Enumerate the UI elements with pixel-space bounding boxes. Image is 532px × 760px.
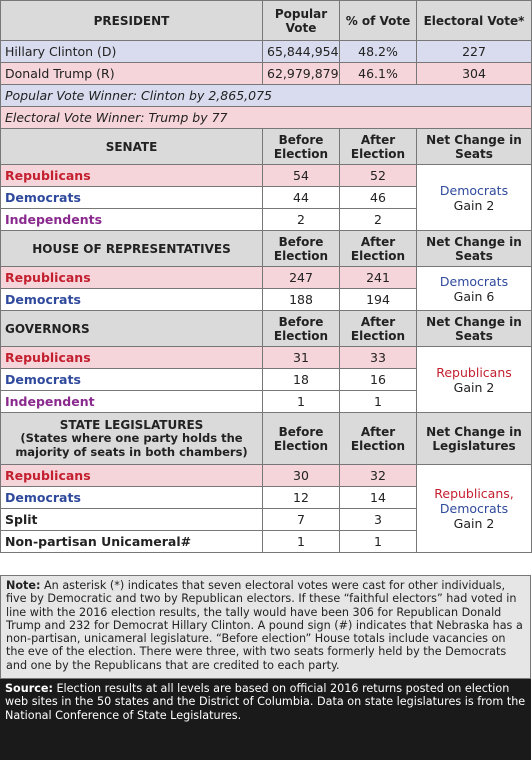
net-gain: Gain 2 xyxy=(453,197,495,213)
popular-vote-winner: Popular Vote Winner: Clinton by 2,865,075 xyxy=(1,85,532,107)
house-title: HOUSE OF REPRESENTATIVES xyxy=(1,231,263,267)
legislatures-header-row xyxy=(1,413,532,465)
after-value: 2 xyxy=(340,209,417,231)
net-change-header: Net Change in Seats xyxy=(417,231,532,267)
party-label: Democrats xyxy=(1,369,263,391)
source-label: Source: xyxy=(5,682,53,695)
table-row xyxy=(1,41,532,63)
after-election-header: After Election xyxy=(340,231,417,267)
before-election-header: Before Election xyxy=(263,311,340,347)
after-value: 3 xyxy=(340,509,417,531)
party-label: Democrats xyxy=(1,187,263,209)
after-value: 16 xyxy=(340,369,417,391)
note-text: An asterisk (*) indicates that seven electoral votes were cast for other individuals, five by Democratic and two by Republican electors. If these “faithful electors” had voted in line with the 2016 election results, the tally would have been 306 for Republican Donald Trump and 232 for Democrat Hillary Clinton. A pound sign (#) indicates that Nebraska has a non-partisan, unicameral legislature. “Before election” House totals include vacancies on the eve of the election. There were three, with two seats formerly held by the Democrats and one by the Republicans that are credited to each party. xyxy=(6,579,523,672)
after-value: 52 xyxy=(340,165,417,187)
after-value: 14 xyxy=(340,487,417,509)
popular-vote: 62,979,879 xyxy=(263,63,340,85)
table-row xyxy=(1,267,532,289)
party-label: Democrats xyxy=(1,289,263,311)
electoral-vote: 227 xyxy=(417,41,532,63)
table-row xyxy=(1,63,532,85)
after-election-header: After Election xyxy=(340,413,417,465)
party-label: Republicans xyxy=(1,347,263,369)
before-value: 54 xyxy=(263,165,340,187)
candidate-name: Hillary Clinton (D) xyxy=(1,41,263,63)
net-party: Republicans, xyxy=(434,486,514,501)
before-election-header: Before Election xyxy=(263,129,340,165)
senate-title: SENATE xyxy=(1,129,263,165)
legislatures-title xyxy=(1,413,263,465)
before-election-header: Before Election xyxy=(263,413,340,465)
governors-net-change xyxy=(417,347,532,413)
after-value: 1 xyxy=(340,531,417,553)
after-value: 33 xyxy=(340,347,417,369)
net-change-header: Net Change in Legislatures xyxy=(417,413,532,465)
party-label: Republicans xyxy=(1,465,263,487)
legislatures-net-change xyxy=(417,465,532,553)
electoral-vote: 304 xyxy=(417,63,532,85)
net-party: Democrats xyxy=(439,501,509,516)
popular-vote-header: Popular Vote xyxy=(263,1,340,41)
table-row xyxy=(1,165,532,187)
electoral-winner-row xyxy=(1,107,532,129)
net-party: Democrats xyxy=(439,273,509,289)
candidate-name: Donald Trump (R) xyxy=(1,63,263,85)
legislatures-subtitle: (States where one party holds the majority of seats in both chambers) xyxy=(15,431,248,459)
popular-winner-row xyxy=(1,85,532,107)
vote-percent: 48.2% xyxy=(340,41,417,63)
net-gain: Gain 2 xyxy=(453,516,495,531)
vote-percent: 46.1% xyxy=(340,63,417,85)
before-value: 1 xyxy=(263,391,340,413)
governors-title: GOVERNORS xyxy=(1,311,263,347)
before-value: 44 xyxy=(263,187,340,209)
table-row xyxy=(1,465,532,487)
before-value: 30 xyxy=(263,465,340,487)
net-gain: Gain 2 xyxy=(453,379,495,395)
net-gain: Gain 6 xyxy=(453,288,495,304)
before-value: 7 xyxy=(263,509,340,531)
source-box xyxy=(0,679,531,760)
before-value: 12 xyxy=(263,487,340,509)
pct-vote-header: % of Vote xyxy=(340,1,417,41)
senate-net-change xyxy=(417,165,532,231)
before-value: 2 xyxy=(263,209,340,231)
governors-header-row xyxy=(1,311,532,347)
after-value: 46 xyxy=(340,187,417,209)
president-title: PRESIDENT xyxy=(1,1,263,41)
senate-header-row xyxy=(1,129,532,165)
after-election-header: After Election xyxy=(340,311,417,347)
table-row xyxy=(1,347,532,369)
party-label: Non-partisan Unicameral# xyxy=(1,531,263,553)
before-election-header: Before Election xyxy=(263,231,340,267)
party-label: Independents xyxy=(1,209,263,231)
source-text: Election results at all levels are based on official 2016 returns posted on election web sites in the 50 states and the District of Columbia. Data on state legislatures is from the National Conference of State Legislatures. xyxy=(5,682,526,722)
before-value: 18 xyxy=(263,369,340,391)
after-value: 194 xyxy=(340,289,417,311)
net-change-header: Net Change in Seats xyxy=(417,129,532,165)
party-label: Independent xyxy=(1,391,263,413)
house-header-row xyxy=(1,231,532,267)
popular-vote: 65,844,954 xyxy=(263,41,340,63)
before-value: 247 xyxy=(263,267,340,289)
party-label: Split xyxy=(1,509,263,531)
net-party: Republicans xyxy=(436,364,512,380)
president-header-row xyxy=(1,1,532,41)
house-net-change xyxy=(417,267,532,311)
party-label: Republicans xyxy=(1,267,263,289)
note-box xyxy=(0,575,531,679)
after-value: 241 xyxy=(340,267,417,289)
net-party: Democrats xyxy=(439,182,509,198)
before-value: 1 xyxy=(263,531,340,553)
after-election-header: After Election xyxy=(340,129,417,165)
net-change-header: Net Change in Seats xyxy=(417,311,532,347)
electoral-vote-winner: Electoral Vote Winner: Trump by 77 xyxy=(1,107,532,129)
before-value: 31 xyxy=(263,347,340,369)
party-label: Democrats xyxy=(1,487,263,509)
electoral-vote-header: Electoral Vote* xyxy=(417,1,532,41)
after-value: 1 xyxy=(340,391,417,413)
after-value: 32 xyxy=(340,465,417,487)
note-label: Note: xyxy=(6,579,41,592)
legislatures-heading: STATE LEGISLATURES xyxy=(59,418,204,432)
party-label: Republicans xyxy=(1,165,263,187)
before-value: 188 xyxy=(263,289,340,311)
